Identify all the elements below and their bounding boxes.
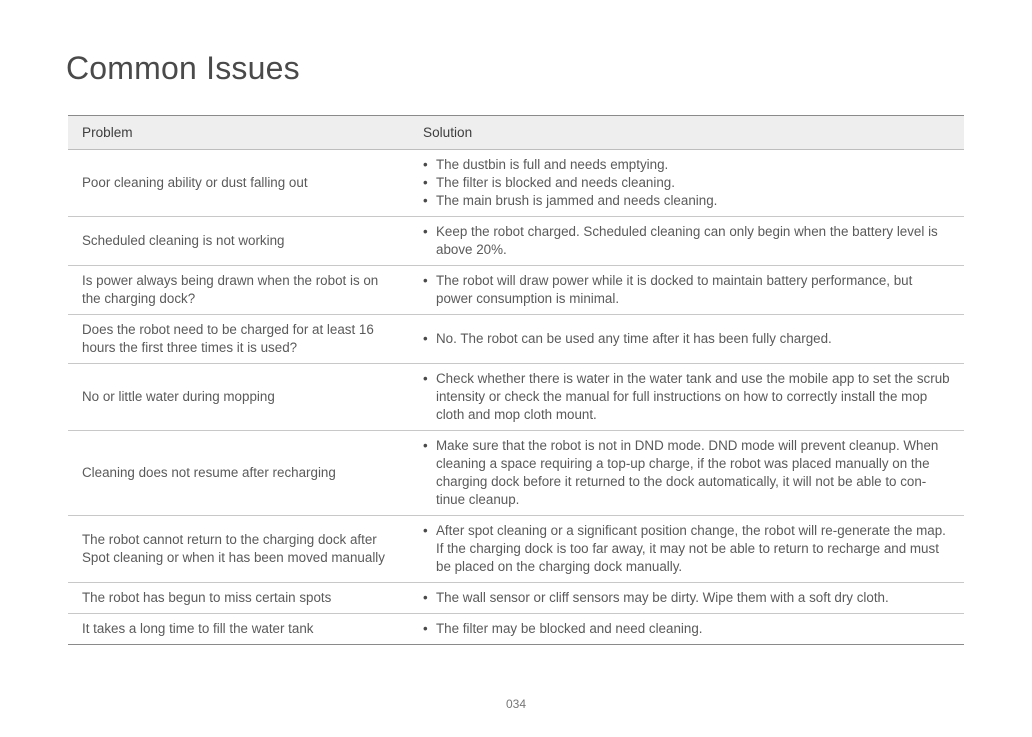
solution-list [423,223,950,259]
problem-cell: It takes a long time to fill the water tank [68,614,409,645]
solution-item: • The main brush is jammed and needs cleaning. [423,192,950,210]
table-row [68,516,964,583]
solution-list [423,156,950,210]
table-row [68,150,964,217]
solution-cell [409,315,964,364]
table-row [68,583,964,614]
solution-cell [409,516,964,583]
solution-item: • Check whether there is water in the water tank and use the mobile app to set the scrub intensity or check the manual for full instructions on how to correctly install the mop cloth and mop cloth mount. [423,370,950,424]
table-row [68,266,964,315]
solution-list [423,272,950,308]
solution-list [423,370,950,424]
problem-cell: Scheduled cleaning is not working [68,217,409,266]
solution-list [423,437,950,509]
table-row [68,614,964,645]
table-row [68,217,964,266]
column-header-solution: Solution [423,124,473,140]
problem-cell: Is power always being drawn when the robot is on the charging dock? [68,266,409,315]
table-header-row [68,116,964,150]
problem-cell: No or little water during mopping [68,364,409,431]
solution-item: • The filter is blocked and needs cleaning. [423,174,950,192]
table-row [68,364,964,431]
common-issues-table [68,115,964,645]
problem-cell: The robot has begun to miss certain spots [68,583,409,614]
column-header-problem: Problem [82,124,133,140]
solution-item: • Keep the robot charged. Scheduled cleaning can only begin when the battery level is above 20%. [423,223,950,259]
problem-cell: Poor cleaning ability or dust falling out [68,150,409,217]
table-body [68,150,964,645]
solution-list [423,589,950,607]
page-number: 034 [505,697,527,711]
page-title: Common Issues [66,50,300,86]
solution-item: • After spot cleaning or a significant position change, the robot will re-generate the map. If the charging dock is too far away, it may not be able to return to recharge and must be placed on the charging dock manually. [423,522,950,576]
solution-cell [409,150,964,217]
solution-cell [409,266,964,315]
solution-list [423,620,950,638]
solution-cell [409,614,964,645]
solution-cell [409,431,964,516]
solution-cell [409,364,964,431]
solution-list [423,330,950,348]
solution-cell [409,217,964,266]
solution-list [423,522,950,576]
table-row [68,431,964,516]
solution-item: • No. The robot can be used any time after it has been fully charged. [423,330,950,348]
solution-item: • Make sure that the robot is not in DND mode. DND mode will prevent cleanup. When cleaning a space requiring a top-up charge, if the robot was placed manually on the charging dock before it returned to the dock automatically, it will not be able to con-tinue cleanup. [423,437,950,509]
table-row [68,315,964,364]
problem-cell: The robot cannot return to the charging dock after Spot cleaning or when it has been moved manually [68,516,409,583]
solution-item: • The filter may be blocked and need cleaning. [423,620,950,638]
solution-item: • The wall sensor or cliff sensors may be dirty. Wipe them with a soft dry cloth. [423,589,950,607]
solution-cell [409,583,964,614]
problem-cell: Cleaning does not resume after recharging [68,431,409,516]
problem-cell: Does the robot need to be charged for at least 16 hours the first three times it is used? [68,315,409,364]
solution-item: • The dustbin is full and needs emptying. [423,156,950,174]
solution-item: • The robot will draw power while it is docked to maintain battery performance, but power consumption is minimal. [423,272,950,308]
